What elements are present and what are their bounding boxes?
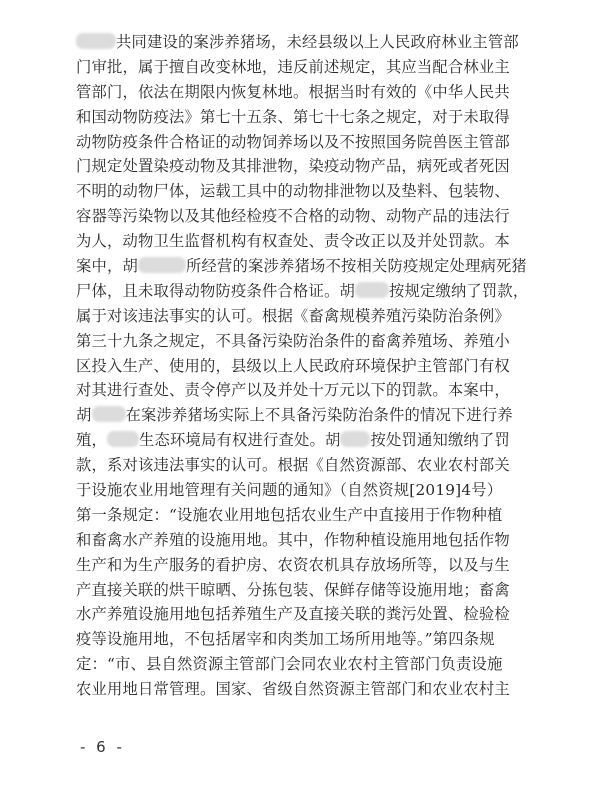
- redaction-mark: [138, 257, 186, 273]
- document-body: [76, 30, 576, 702]
- redaction-mark: [76, 33, 116, 49]
- redaction-mark: [92, 406, 126, 422]
- text-line: [76, 478, 576, 503]
- text-line: [76, 204, 576, 229]
- text-segment: 第三十九条之规定，不具备污染防治条件的畜禽养殖场、养殖小: [76, 331, 510, 350]
- text-line: [76, 578, 576, 603]
- text-line: [76, 279, 576, 304]
- redaction-mark: [340, 431, 370, 447]
- text-line: [76, 354, 576, 379]
- text-segment: 区投入生产、使用的，县级以上人民政府环境保护主管部门有权: [76, 356, 510, 375]
- text-line: [76, 602, 576, 627]
- text-segment: 门审批，属于擅自改变林地，违反前述规定，其应当配合林业主: [76, 57, 510, 76]
- text-line: [76, 80, 576, 105]
- text-segment: 生产和为生产服务的看护房、农资农机具存放场所等，以及与生: [76, 555, 510, 574]
- text-line: [76, 453, 576, 478]
- text-segment: 管部门，依法在期限内恢复林地。根据当时有效的《中华人民共: [76, 82, 510, 101]
- text-segment: 按处罚通知缴纳了罚: [370, 431, 510, 450]
- text-line: [76, 378, 576, 403]
- text-segment: 定：“市、县自然资源主管部门会同农业农村主管部门负责设施: [76, 655, 503, 674]
- text-segment: 案中，胡: [76, 257, 138, 276]
- text-line: [76, 30, 576, 55]
- text-line: [76, 652, 576, 677]
- text-line: [76, 428, 576, 453]
- text-segment: 对其进行查处、责令停产以及并处十万元以下的罚款。本案中，: [76, 381, 510, 400]
- text-segment: 和国动物防疫法》第七十五条、第七十七条之规定，对于未取得: [76, 107, 510, 126]
- text-line: [76, 528, 576, 553]
- text-segment: 门规定处置染疫动物及其排泄物，染疫动物产品，病死或者死因: [76, 157, 510, 176]
- text-line: [76, 403, 576, 428]
- text-line: [76, 254, 576, 279]
- text-segment: 第一条规定：“设施农业用地包括农业生产中直接用于作物种植: [76, 505, 503, 524]
- text-segment: 尸体，且未取得动物防疫条件合格证。胡: [76, 281, 355, 300]
- text-line: [76, 503, 576, 528]
- text-segment: 农业用地日常管理。国家、省级自然资源主管部门和农业农村主: [76, 680, 510, 699]
- text-line: [76, 229, 576, 254]
- text-line: [76, 329, 576, 354]
- text-segment: 共同建设的案涉养猪场，未经县级以上人民政府林业主管部: [116, 33, 519, 51]
- text-segment: 不明的动物尸体，运载工具中的动物排泄物以及垫料、包装物、: [76, 182, 510, 201]
- text-segment: 和畜禽水产养殖的设施用地。其中，作物种植设施用地包括作物: [76, 530, 510, 549]
- text-line: [76, 553, 576, 578]
- text-segment: 殖，: [76, 431, 107, 450]
- text-line: [76, 677, 576, 702]
- text-line: [76, 105, 576, 130]
- redaction-mark: [355, 282, 389, 298]
- text-segment: 容器等污染物以及其他经检疫不合格的动物、动物产品的违法行: [76, 207, 510, 226]
- text-line: [76, 304, 576, 329]
- text-segment: 所经营的案涉养猪场不按相关防疫规定处理病死猪: [186, 257, 527, 276]
- text-segment: 胡: [76, 406, 92, 425]
- text-segment: 于设施农业用地管理有关问题的通知》（自然资规[2019]4号）: [76, 481, 503, 500]
- text-segment: 按规定缴纳了罚款，: [388, 281, 529, 300]
- text-segment: 属于对该违法事实的认可。根据《畜禽规模养殖污染防治条例》: [76, 306, 510, 325]
- text-line: [76, 627, 576, 652]
- text-line: [76, 55, 576, 80]
- text-segment: 产直接关联的烘干晾晒、分拣包装、保鲜存储等设施用地；畜禽: [76, 580, 510, 599]
- text-segment: 在案涉养猪场实际上不具备污染防治条件的情况下进行养: [125, 406, 513, 425]
- text-segment: 款，系对该违法事实的认可。根据《自然资源部、农业农村部关: [76, 456, 510, 475]
- text-segment: 动物防疫条件合格证的动物饲养场以及不按照国务院兽医主管部: [76, 132, 510, 151]
- text-line: [76, 154, 576, 179]
- text-line: [76, 179, 576, 204]
- text-segment: 为人，动物卫生监督机构有权查处、责令改正以及并处罚款。本: [76, 232, 510, 251]
- text-segment: 生态环境局有权进行查处。胡: [139, 431, 341, 450]
- text-line: [76, 130, 576, 155]
- page-number: - 6 -: [80, 738, 125, 756]
- redaction-mark: [107, 431, 139, 447]
- text-segment: 水产养殖设施用地包括养殖生产及直接关联的粪污处置、检验检: [76, 605, 510, 624]
- text-segment: 疫等设施用地，不包括屠宰和肉类加工场所用地等。”第四条规: [76, 630, 495, 649]
